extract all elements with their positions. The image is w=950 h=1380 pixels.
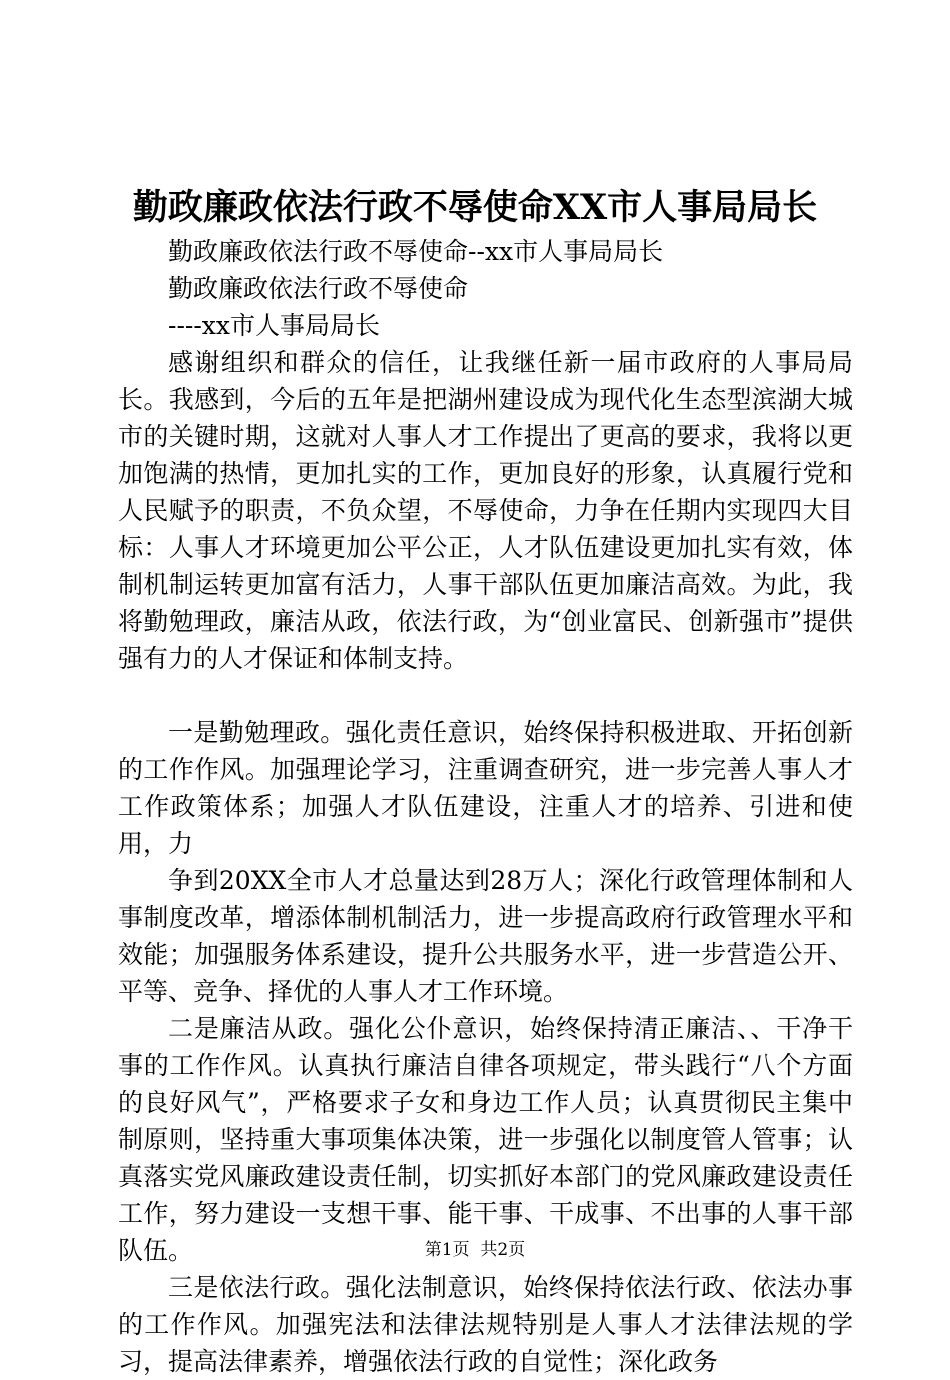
paragraph-point-two: 二是廉洁从政。强化公仆意识，始终保持清正廉洁、、干净干事的工作作风。认真执行廉洁自律各项规定，带头践行“八个方面的良好风气”，严格要求子女和身边工作人员；认真贯彻民主集中制原则，坚持重大事项集体决策，进一步强化以制度管人管事；认真落实党风廉政建设责任制，切实抓好本部门的党风廉政建设责任工作，努力建设一支想干事、能干事、干成事、不出事的人事干部队伍。	[118, 1014, 853, 1265]
paragraph-point-one-cont: 争到20XX全市人才总量达到28万人；深化行政管理体制和人事制度改革，增添体制机制活力，进一步提高政府行政管理水平和效能；加强服务体系建设，提升公共服务水平，进一步营造公开、平等、竞争、择优的人事人才工作环境。	[118, 866, 853, 1006]
paragraph-point-one: 一是勤勉理政。强化责任意识，始终保持积极进取、开拓创新的工作作风。加强理论学习，注重调查研究，进一步完善人事人才工作政策体系；加强人才队伍建设，注重人才的培养、引进和使用，力	[118, 718, 853, 858]
document-title: 勤政廉政依法行政不辱使命XX市人事局局长	[132, 187, 818, 228]
paragraph-author: ----xx市人事局局长	[168, 311, 380, 340]
paragraph-point-three: 三是依法行政。强化法制意识，始终保持依法行政、依法办事的工作作风。加强宪法和法律法规特别是人事人才法律法规的学习，提高法律素养，增强依法行政的自觉性；深化政务	[118, 1273, 853, 1376]
page-number-total: 共2页	[480, 1240, 526, 1260]
page-footer	[0, 1238, 950, 1262]
paragraph-heading: 勤政廉政依法行政不辱使命	[168, 274, 469, 303]
document-body	[118, 233, 853, 1380]
paragraph-subtitle: 勤政廉政依法行政不辱使命--xx市人事局局长	[168, 237, 664, 266]
page-number-current: 第1页	[424, 1240, 470, 1260]
paragraph-intro: 感谢组织和群众的信任，让我继任新一届市政府的人事局局长。我感到，今后的五年是把湖州建设成为现代化生态型滨湖大城市的关键时期，这就对人事人才工作提出了更高的要求，我将以更加饱满的热情，更加扎实的工作，更加良好的形象，认真履行党和人民赋予的职责，不负众望，不辱使命，力争在任期内实现四大目标：人事人才环境更加公平公正，人才队伍建设更加扎实有效，体制机制运转更加富有活力，人事干部队伍更加廉洁高效。为此，我将勤勉理政，廉洁从政，依法行政，为“创业富民、创新强市”提供强有力的人才保证和体制支持。	[118, 348, 853, 673]
